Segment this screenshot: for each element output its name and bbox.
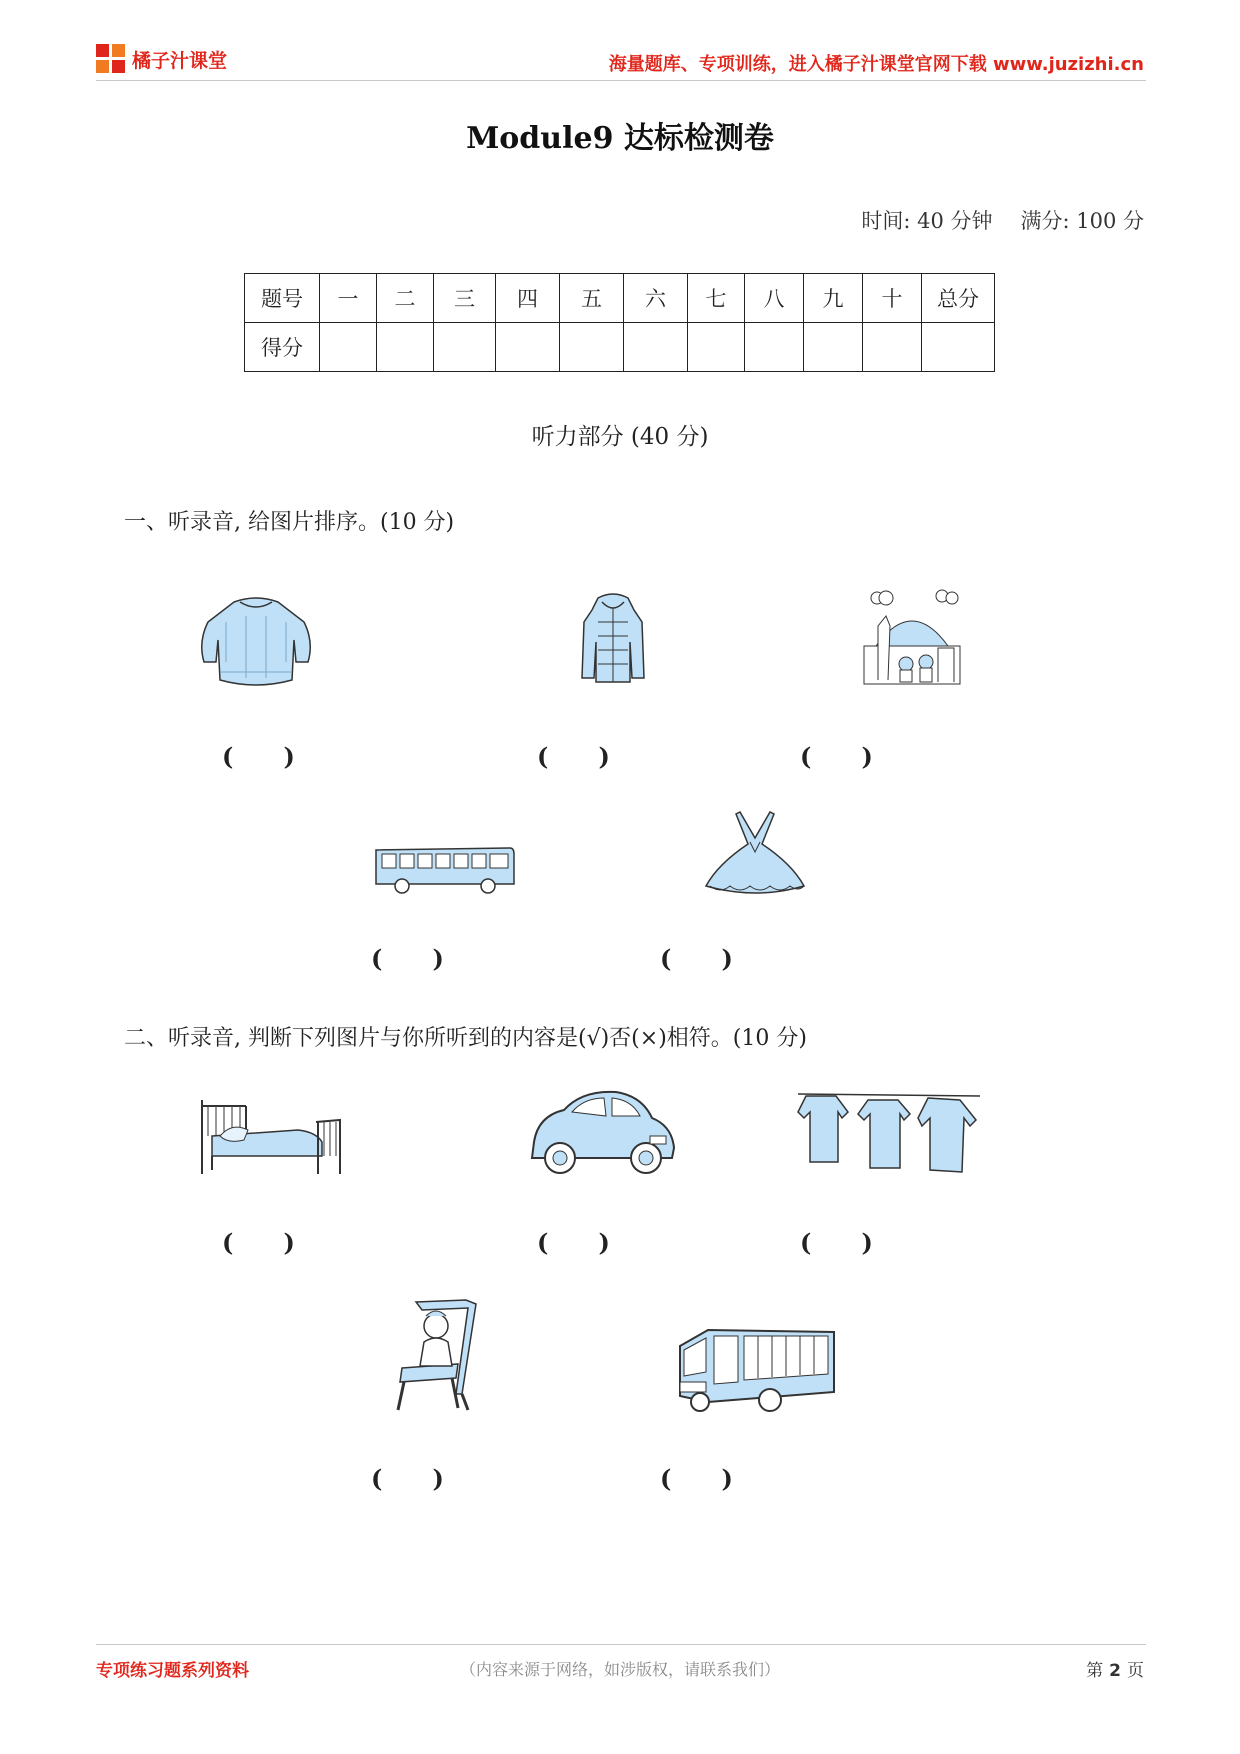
answer-blank[interactable]: ( ): [800, 1228, 873, 1257]
question-2-text: 二、听录音, 判断下列图片与你所听到的内容是(√)否(×)相符。(10 分): [124, 1026, 807, 1051]
score-header-cell: 十: [863, 274, 922, 323]
logo-text: 橘子汁课堂: [132, 49, 228, 72]
full-score: 满分: 100 分: [1020, 209, 1144, 233]
score-header-cell: 三: [434, 274, 496, 323]
score-header-cell: 题号: [245, 274, 320, 323]
answer-blank[interactable]: ( ): [222, 742, 295, 771]
listening-section-title: 听力部分 (40 分): [531, 424, 709, 450]
score-table-score-row: [245, 323, 995, 372]
score-header-cell: 七: [688, 274, 745, 323]
bus-icon: [372, 844, 516, 896]
score-header-cell: 五: [560, 274, 624, 323]
answer-blank[interactable]: ( ): [660, 1464, 733, 1493]
score-cell[interactable]: [434, 323, 496, 372]
answer-blank[interactable]: ( ): [222, 1228, 295, 1257]
time-limit: 时间: 40 分钟: [861, 209, 993, 233]
sweater-icon: [196, 592, 316, 692]
coat-icon: [578, 592, 648, 684]
answer-blank[interactable]: ( ): [371, 944, 444, 973]
time-info: [861, 205, 1144, 235]
zoo-icon: [862, 586, 962, 686]
score-cell[interactable]: [863, 323, 922, 372]
score-header-cell: 总分: [922, 274, 995, 323]
score-cell[interactable]: [688, 323, 745, 372]
question-1-text: 一、听录音, 给图片排序。(10 分): [124, 510, 455, 535]
score-header-cell: 九: [804, 274, 863, 323]
page-number-prefix: 第: [1086, 1661, 1104, 1681]
bus-front-icon: [678, 1326, 838, 1416]
car-icon: [524, 1086, 680, 1178]
page-number-suffix: 页: [1127, 1661, 1144, 1681]
logo-mark-icon: [96, 44, 126, 74]
page-number-value: 2: [1109, 1661, 1121, 1681]
bed-icon: [198, 1096, 344, 1176]
header-divider: [96, 80, 1146, 81]
chair-doll-icon: [396, 1298, 480, 1414]
answer-blank[interactable]: ( ): [537, 742, 610, 771]
footer-series-label: 专项练习题系列资料: [96, 1661, 249, 1681]
score-cell[interactable]: [922, 323, 995, 372]
score-cell[interactable]: [624, 323, 688, 372]
score-row-label: 得分: [245, 323, 320, 372]
score-cell[interactable]: [496, 323, 560, 372]
clothesline-icon: [796, 1090, 982, 1176]
score-table-header-row: [245, 274, 995, 323]
answer-blank[interactable]: ( ): [537, 1228, 610, 1257]
score-cell[interactable]: [560, 323, 624, 372]
answer-blank[interactable]: ( ): [800, 742, 873, 771]
score-header-cell: 八: [745, 274, 804, 323]
logo: [96, 44, 227, 74]
score-cell[interactable]: [320, 323, 377, 372]
score-cell[interactable]: [377, 323, 434, 372]
footer-divider: [96, 1644, 1146, 1645]
score-header-cell: 六: [624, 274, 688, 323]
score-cell[interactable]: [804, 323, 863, 372]
answer-blank[interactable]: ( ): [660, 944, 733, 973]
answer-blank[interactable]: ( ): [371, 1464, 444, 1493]
page-number: [1086, 1656, 1144, 1681]
footer-copyright-note: （内容来源于网络，如涉版权，请联系我们）: [459, 1660, 780, 1679]
score-table: [244, 273, 995, 372]
score-cell[interactable]: [745, 323, 804, 372]
header-slogan: 海量题库、专项训练，进入橘子汁课堂官网下载 www.juzizhi.cn: [608, 54, 1144, 75]
score-header-cell: 二: [377, 274, 434, 323]
score-header-cell: 四: [496, 274, 560, 323]
score-header-cell: 一: [320, 274, 377, 323]
dress-icon: [700, 808, 810, 898]
page-title: Module9 达标检测卷: [466, 121, 774, 156]
